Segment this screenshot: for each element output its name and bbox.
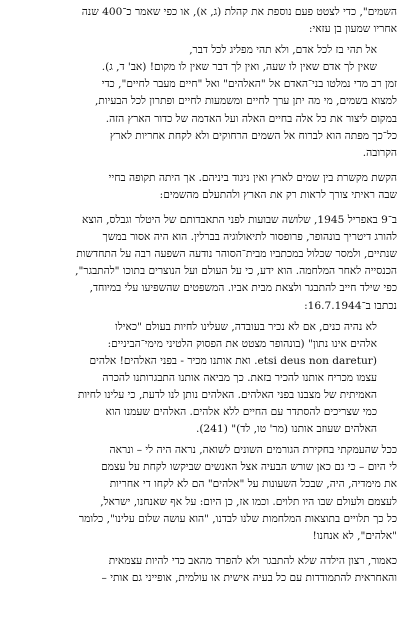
text-line: והאחראית להתמודדות עם כל בעיה אישית או עולמית, אופייני גם אותי – <box>101 571 397 584</box>
text-line: שבה ראיתי צורך לראות רק את הארץ ולהתעלם מהשמים: <box>159 188 397 201</box>
paragraph-rainbow <box>6 170 397 204</box>
text-line: עצמו מכריח אותנו להכיר בזאת. כך מביאה אותנו התבגרותנו להכרה <box>102 371 377 384</box>
text-line: להורג דיטריך בונהופר, פרופסור לתיאולוגיה בברלין. הוא היה אסור במשך <box>102 231 397 244</box>
quote-ben-azzai <box>6 42 397 76</box>
text-line: נכתבו ב־16.7.1944: <box>304 299 397 312</box>
text-line: אל תהי בז לכל אדם, ולא תהי מפליג לכל דבר, <box>189 44 377 57</box>
paragraph-bonhoeffer <box>6 212 397 315</box>
text-line: כאמור, רצון הילדה שלא להתבגר ולא להפרד מהאב כדי להיות עצמאית <box>108 554 397 567</box>
paragraph-escape-to-heaven <box>6 76 397 161</box>
text-line: ככל שהעמקתי בחקירת הגורמים השונים לשואה, נראה היה לי – ונראה <box>109 444 397 457</box>
text-line: אחריו שמעון בן עזאי: <box>308 23 397 36</box>
text-line: (etsi deus non daretur. ואת אותנו מכיר - בפני האלהים! אלהים <box>89 354 377 367</box>
text-line: השמים", כדי לצטט פעם נוספת את קהלת (ג, א), או כפי שאמר כ־400 שנה <box>81 6 397 18</box>
paragraph-closing <box>6 553 397 587</box>
text-line: שנתיים, ולמסר שכלול במכתביו מבית־הסוהר נודעה השפעה רבה על התחדשות <box>76 248 397 261</box>
text-line: כל כך תלויים בתוצאות המלחמות שלנו לבדנו, "הוא עושה שלום עלינו", כלומר <box>78 512 397 525</box>
text-line: למצוא בשמים, מי מה יתן ערך לחיים ומשמעות לחיים ופתרון לכל הבעיות, <box>95 95 397 108</box>
text-line: כמי שצריכים להסתדר עם החיים ללא אלהים. האלהים שעמנו הוא <box>105 406 377 419</box>
text-line: הכנסייה לאחר המלחמה. הוא ידע, כי על העולם ועל הנוצרים בתוכו "להתבגר", <box>75 265 397 278</box>
text-line: שאין לך אדם שאין לו שעה, ואין לך דבר שאין לו מקום! (אב' ד, ג). <box>101 61 377 74</box>
quote-bonhoeffer <box>6 319 397 439</box>
text-line: האמיתית של מצבנו בפני האלהים. האלהים נותן לנו לדעת, כי עלינו לחיות <box>77 388 377 401</box>
paragraph-intro <box>6 4 397 38</box>
text-line: לעצמם ולעולם שבו היו תלוים. וכמו אז, כן היום: על אף שאנחנו, ישראל, <box>100 495 397 508</box>
text-line: "אלהים", לא אנחנו! <box>312 529 397 542</box>
text-line: לי היום – כי גם כאן שורש הבעיה אצל האנשים שביקשו לקחת על עצמם <box>101 461 397 474</box>
text-line: זמן רב מדי נמלטו בני־האדם אל "האלהים" ואל "חיים מעבר לחיים", כדי <box>101 78 397 91</box>
text-line: במקום ליצור את כל אלה בחיים האלה ועל האדמה של כדור הארץ הזה. <box>105 112 397 125</box>
text-line: הקרובה. <box>362 146 397 159</box>
text-line: כל־כך מפתה הוא לברוח אל השמים הרחוקים ולא לקחת אחריות לארץ <box>109 129 397 142</box>
paragraph-holocaust <box>6 442 397 545</box>
text-line: האלהים שעוזב אותנו (מר' טו, לד)" (241). <box>196 423 377 436</box>
text-line: את מימדיה, היה, שבכל השעונות על "אלהים" הם לא לקחו די אחריות <box>109 478 397 491</box>
text-line: ב־9 באפריל 1945, שלושה שבועות לפני התאבדותם של היטלר וגבלס, הוצא <box>81 214 397 227</box>
text-line: אלהים אינו נתון" (בונהופר מצטט את הפסוק הלטיני מימי־הביניים: <box>107 337 377 350</box>
text-line: כפי שילד חייב להתבגר ולצאת מבית אביו. המשפטים שהשפיעו עלי במיוחד, <box>89 282 397 295</box>
text-line: לא נהיה כנים, אם לא נכיר בעובדה, שעלינו לחיות בעולם "כאילו <box>115 320 377 333</box>
text-line: הקשת מקשרת בין שמים לארץ ואין ניגוד ביניהם. אך היתה תקופה בחיי <box>108 171 397 184</box>
